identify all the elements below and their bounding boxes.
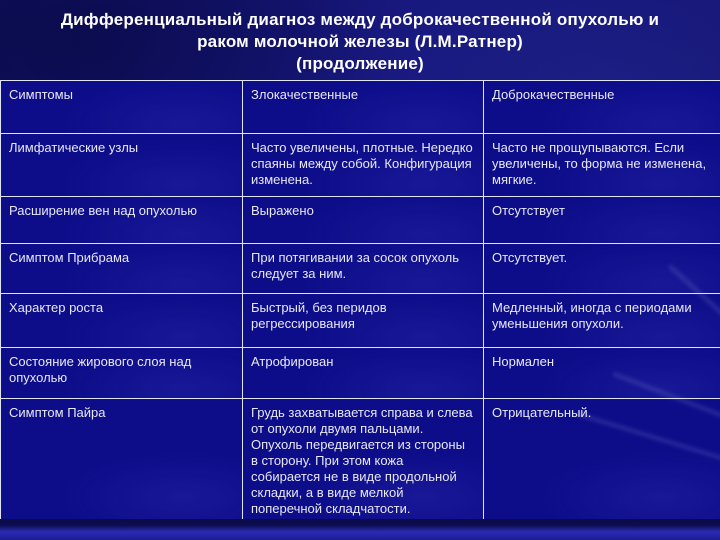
table-row [1,294,720,348]
slide-title-line-2: раком молочной железы (Л.М.Ратнер) [197,32,523,51]
malignant-cell: Быстрый, без перидов регрессирования [243,294,484,348]
table-row [1,134,720,197]
benign-cell: Отсутствует. [484,244,720,294]
table-row [1,197,720,244]
table-row [1,348,720,399]
header-symptoms: Симптомы [1,81,243,134]
malignant-cell: При потягивании за сосок опухоль следует за ним. [243,244,484,294]
slide-title-line-3: (продолжение) [296,54,424,73]
symptom-cell: Расширение вен над опухолью [1,197,243,244]
slide-title-line-1: Дифференциальный диагноз между доброкачественной опухолью и [60,10,660,29]
header-malignant: Злокачественные [243,81,484,134]
benign-cell: Медленный, иногда с периодами уменьшения опухоли. [484,294,720,348]
table-header-row [1,81,720,134]
header-benign: Доброкачественные [484,81,720,134]
symptom-cell: Лимфатические узлы [1,134,243,197]
symptom-cell: Состояние жирового слоя над опухолью [1,348,243,399]
malignant-cell: Часто увеличены, плотные. Нередко спаяны между собой. Конфигурация изменена. [243,134,484,197]
malignant-cell: Выражено [243,197,484,244]
malignant-cell: Грудь захватывается справа и слева от опухоли двумя пальцами. Опухоль передвигается из стороны в сторону. При этом кожа собирается не в виде продольной складки, а в виде мелкой поперечной складчатости. [243,399,484,522]
symptom-cell: Характер роста [1,294,243,348]
symptom-cell: Симптом Прибрама [1,244,243,294]
symptom-cell: Симптом Пайра [1,399,243,522]
slide-bottom-band [0,519,720,540]
malignant-cell: Атрофирован [243,348,484,399]
benign-cell: Отсутствует [484,197,720,244]
table-body [1,134,720,522]
diagnosis-table [0,80,720,522]
table-row [1,244,720,294]
slide-title [10,9,710,75]
table-row [1,399,720,522]
benign-cell: Нормален [484,348,720,399]
benign-cell: Отрицательный. [484,399,720,522]
benign-cell: Часто не прощупываются. Если увеличены, то форма не изменена, мягкие. [484,134,720,197]
